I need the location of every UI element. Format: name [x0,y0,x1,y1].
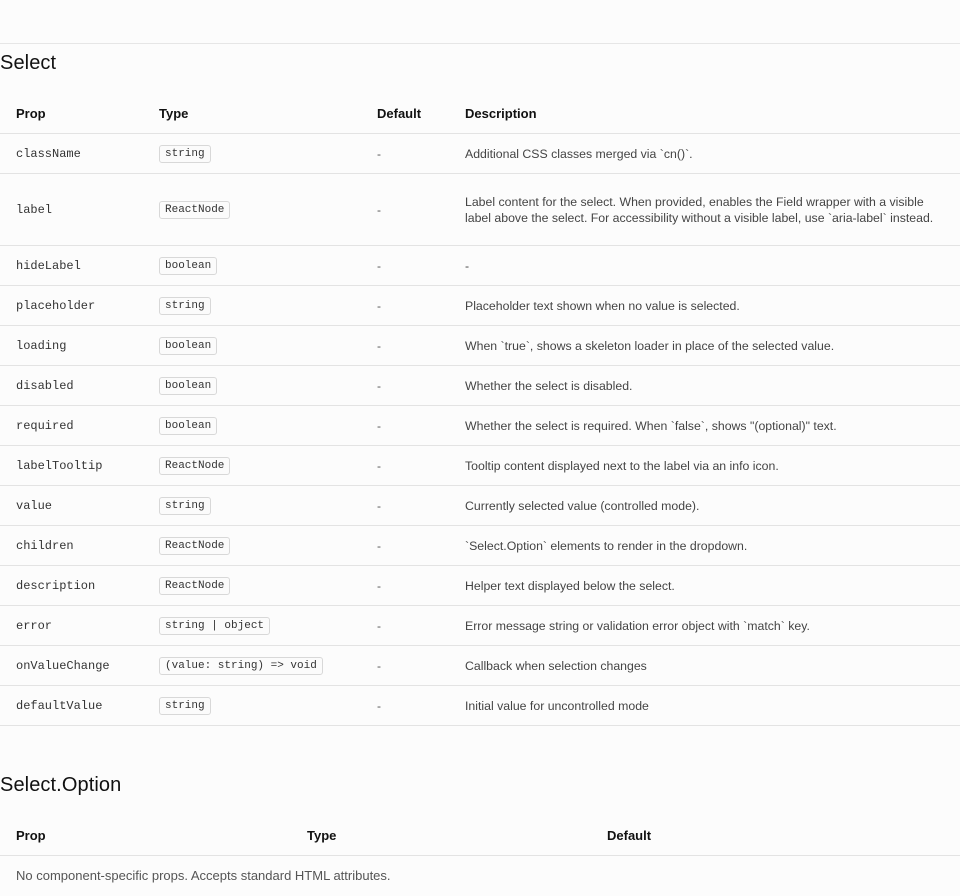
default-cell [361,646,449,686]
default-cell [361,246,449,286]
prop-name: disabled [16,379,74,393]
table-row [0,366,960,406]
table-row [0,286,960,326]
type-cell [143,174,361,246]
prop-name: value [16,499,53,513]
type-badge: ReactNode [159,537,230,555]
default-cell [361,366,449,406]
column-header-prop: Prop [0,815,291,856]
type-badge: boolean [159,377,217,395]
column-header-default: Default [591,815,960,856]
type-cell [143,246,361,286]
type-badge: string | object [159,617,270,635]
table-row [0,406,960,446]
default-cell [361,686,449,726]
type-cell [143,606,361,646]
type-cell [143,686,361,726]
column-header-prop: Prop [0,93,143,134]
description-cell: Callback when selection changes [449,646,960,686]
description-cell: Whether the select is disabled. [449,366,960,406]
prop-cell [0,246,143,286]
prop-name: description [16,579,96,593]
prop-cell [0,174,143,246]
default-cell [361,446,449,486]
type-cell [143,646,361,686]
select-props-table [0,93,960,726]
description-cell: - [449,246,960,286]
table-row [0,526,960,566]
prop-cell [0,134,143,174]
type-cell [143,286,361,326]
type-badge: (value: string) => void [159,657,323,675]
prop-cell [0,646,143,686]
default-cell [361,526,449,566]
default-cell [361,486,449,526]
default-cell [361,134,449,174]
type-badge: string [159,697,211,715]
description-cell: Additional CSS classes merged via `cn()`. [449,134,960,174]
prop-name: defaultValue [16,699,103,713]
description-cell: Tooltip content displayed next to the label via an info icon. [449,446,960,486]
prop-name: hideLabel [16,259,81,273]
prop-name: labelTooltip [16,459,103,473]
default-cell [361,406,449,446]
type-cell [143,326,361,366]
type-cell [143,134,361,174]
default-value: - [377,698,381,713]
column-header-type: Type [143,93,361,134]
description-cell: Helper text displayed below the select. [449,566,960,606]
prop-name: error [16,619,53,633]
table-row [0,606,960,646]
prop-name: onValueChange [16,659,110,673]
prop-cell [0,606,143,646]
table-row [0,134,960,174]
type-badge: ReactNode [159,201,230,219]
type-cell [143,526,361,566]
type-badge: string [159,145,211,163]
type-badge: boolean [159,257,217,275]
description-cell: Placeholder text shown when no value is selected. [449,286,960,326]
type-cell [143,366,361,406]
type-cell [143,406,361,446]
default-value: - [377,146,381,161]
description-cell: Label content for the select. When provided, enables the Field wrapper with a visible label above the select. For accessibility without a visible label, use `aria-label` instead. [449,174,960,246]
prop-cell [0,286,143,326]
type-badge: string [159,297,211,315]
table-row [0,486,960,526]
default-value: - [377,538,381,553]
description-cell: Error message string or validation error object with `match` key. [449,606,960,646]
empty-row [0,856,960,896]
description-cell: When `true`, shows a skeleton loader in place of the selected value. [449,326,960,366]
default-value: - [377,418,381,433]
table-row [0,246,960,286]
column-header-default: Default [361,93,449,134]
type-badge: ReactNode [159,457,230,475]
select-option-props-table [0,815,960,896]
default-cell [361,566,449,606]
table-row [0,174,960,246]
prop-name: children [16,539,74,553]
table-header-row [0,93,960,134]
table-row [0,686,960,726]
prop-cell [0,486,143,526]
table-row [0,566,960,606]
prop-name: placeholder [16,299,96,313]
type-badge: boolean [159,337,217,355]
type-cell [143,486,361,526]
table-row [0,326,960,366]
default-cell [361,326,449,366]
column-header-description: Description [449,93,960,134]
type-cell [143,566,361,606]
default-value: - [377,202,381,217]
default-value: - [377,258,381,273]
prop-cell [0,446,143,486]
prop-name: label [16,203,53,217]
prop-name: required [16,419,74,433]
empty-message: No component-specific props. Accepts standard HTML attributes. [16,868,391,884]
description-cell: Initial value for uncontrolled mode [449,686,960,726]
description-cell: Whether the select is required. When `false`, shows "(optional)" text. [449,406,960,446]
default-value: - [377,498,381,513]
type-badge: string [159,497,211,515]
prop-cell [0,326,143,366]
default-value: - [377,618,381,633]
table-header-row [0,815,960,856]
table-row [0,446,960,486]
description-cell: `Select.Option` elements to render in the dropdown. [449,526,960,566]
default-cell [361,606,449,646]
top-divider [0,43,960,44]
default-cell [361,174,449,246]
prop-cell [0,686,143,726]
description-cell: Currently selected value (controlled mode). [449,486,960,526]
default-value: - [377,378,381,393]
section-title-select-option: Select.Option [0,774,122,796]
prop-name: loading [16,339,67,353]
type-badge: boolean [159,417,217,435]
prop-cell [0,566,143,606]
default-value: - [377,658,381,673]
default-value: - [377,578,381,593]
section-title-select: Select [0,52,57,74]
default-cell [361,286,449,326]
table-row [0,646,960,686]
column-header-type: Type [291,815,591,856]
prop-cell [0,526,143,566]
prop-name: className [16,147,81,161]
default-value: - [377,458,381,473]
default-value: - [377,338,381,353]
prop-cell [0,406,143,446]
default-value: - [377,298,381,313]
prop-cell [0,366,143,406]
type-cell [143,446,361,486]
type-badge: ReactNode [159,577,230,595]
